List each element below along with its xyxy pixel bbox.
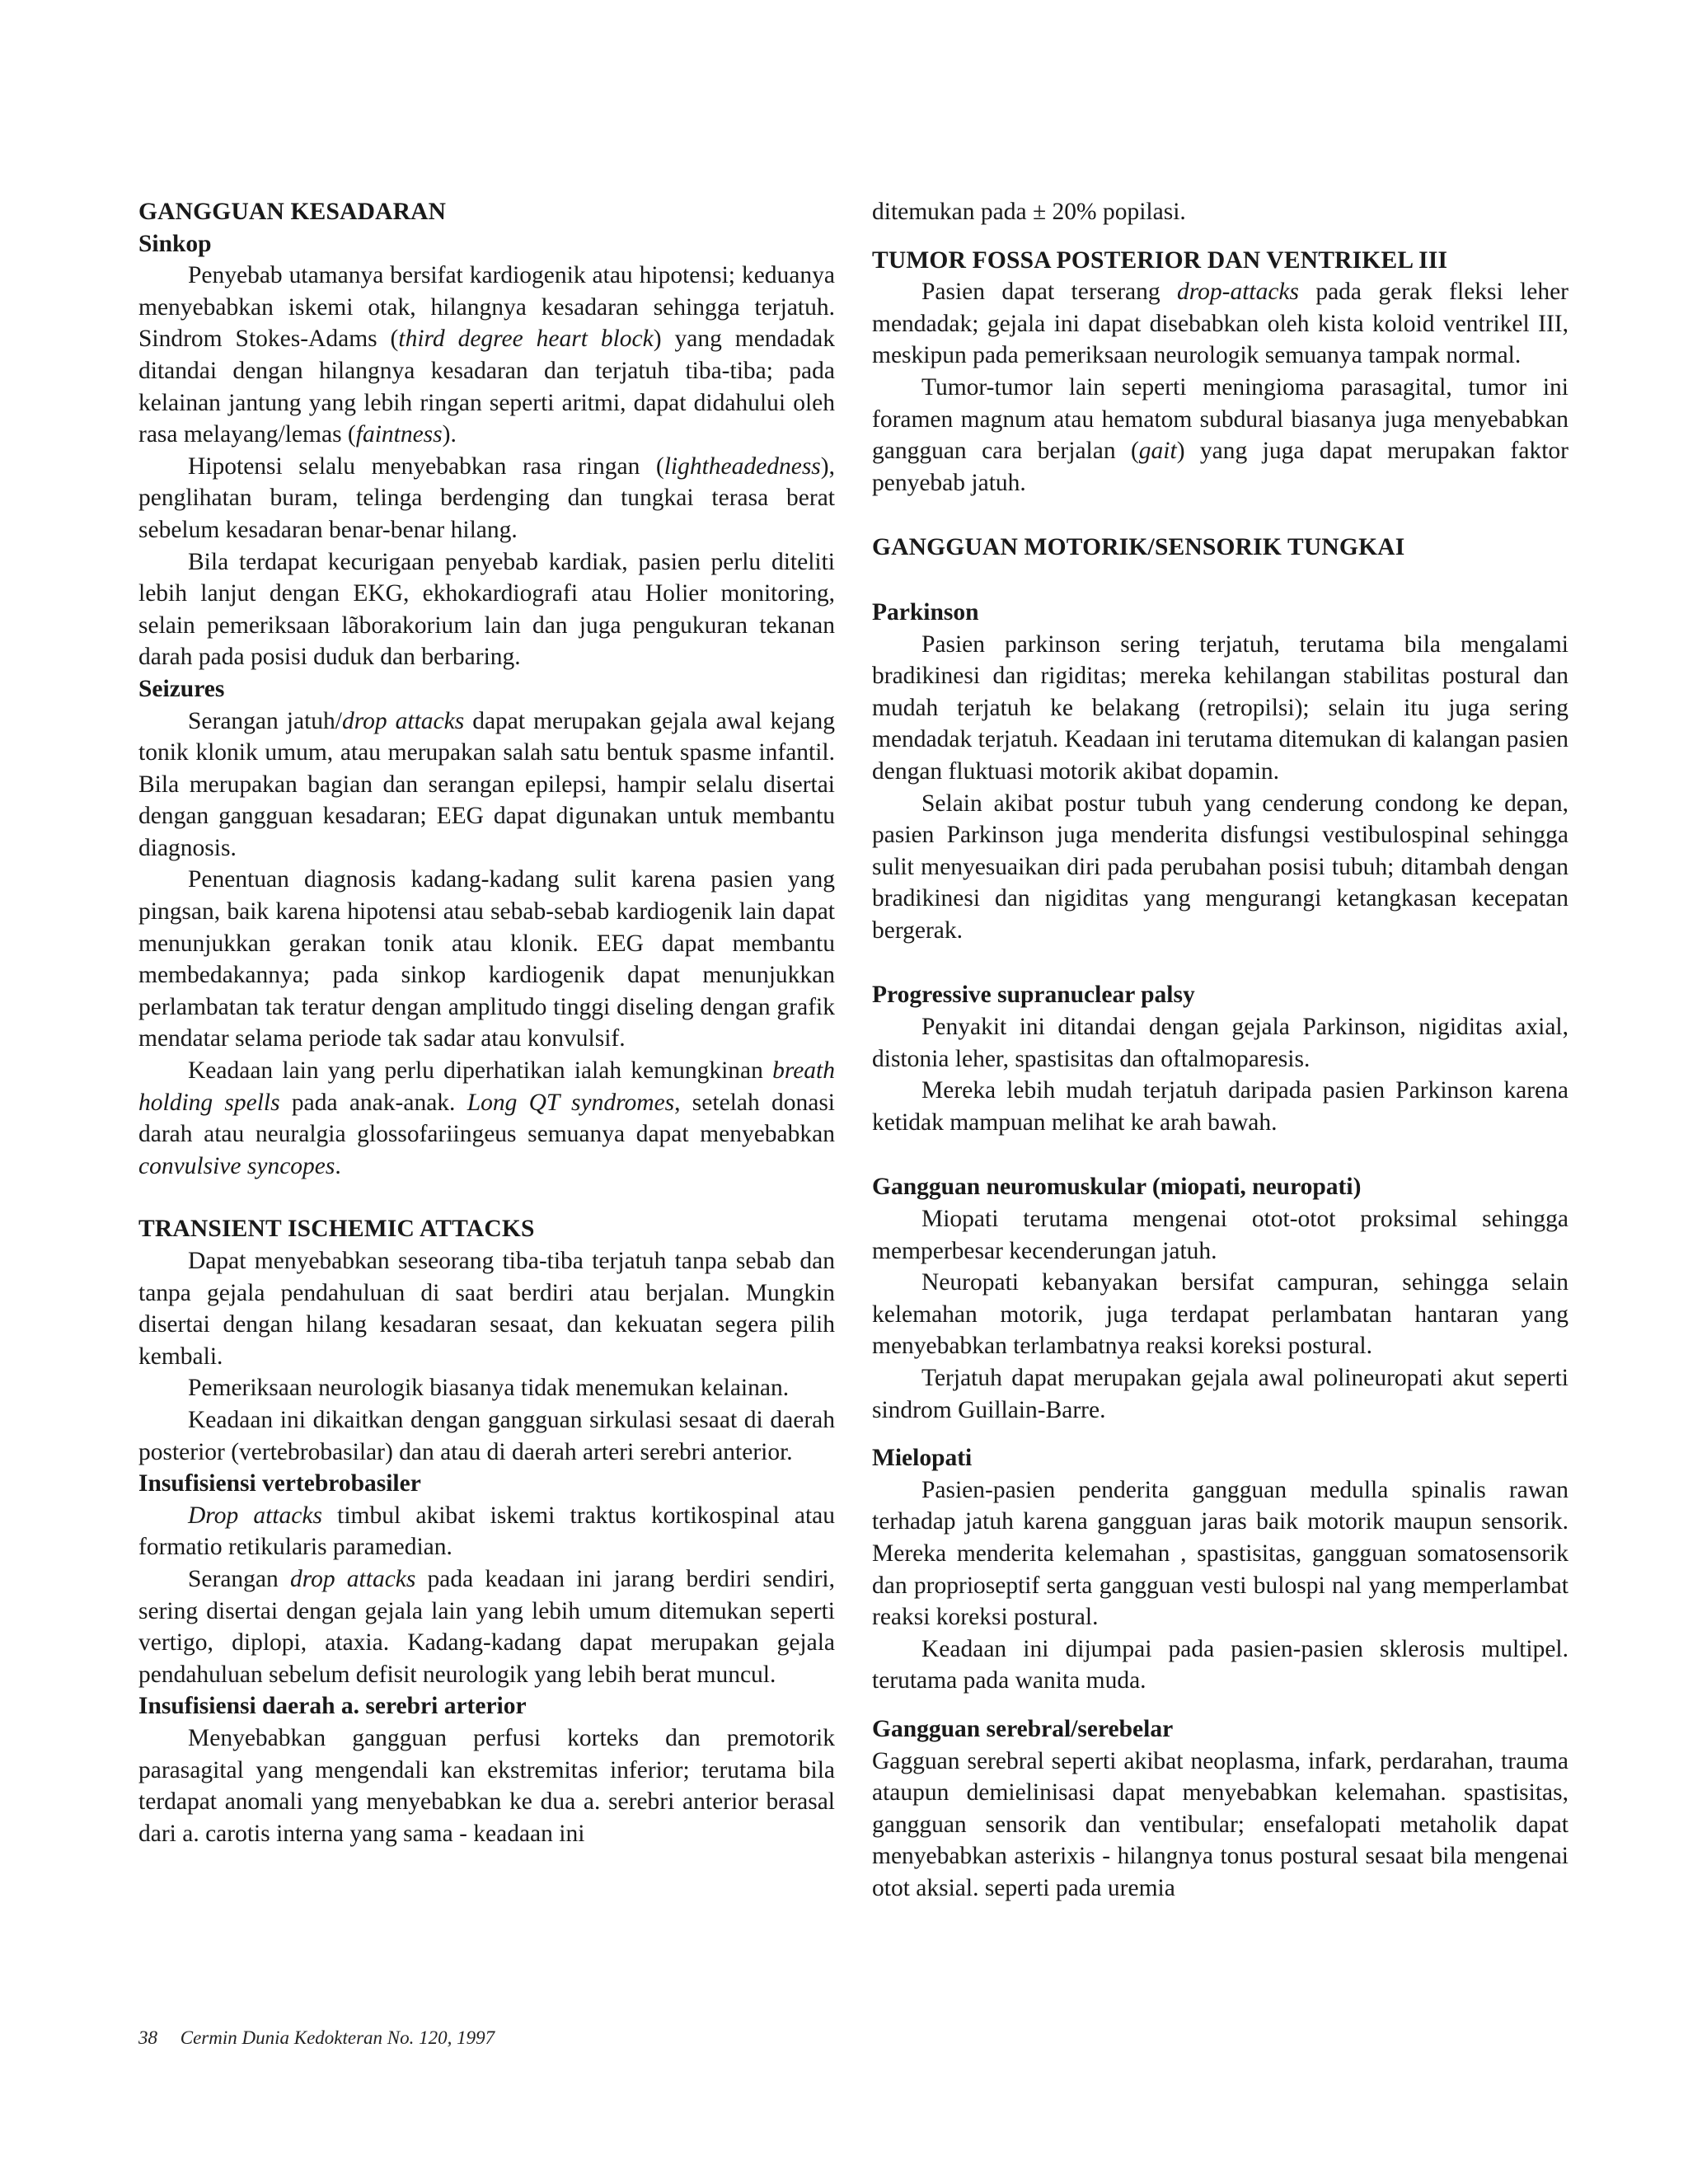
paragraph: Dapat menyebabkan seseorang tiba-tiba terjatuh tanpa sebab dan tanpa gejala pendahuluan di saat berdiri atau berjalan. Mungkin disertai dengan hilang kesadaran sesaat, dan kekuatan segera pilih kembali. [138,1248,835,1370]
paragraph: Miopati terutama mengenai otot-otot proksimal sehingga memperbesar kecenderungan jatuh. [872,1206,1568,1264]
paragraph: ditemukan pada ± 20% popilasi. [872,199,1186,225]
subsection-heading: Insufisiensi vertebrobasiler [138,1470,421,1497]
paragraph: Neuropati kebanyakan bersifat campuran, sehingga selain kelemahan motorik, juga terdapat perlambatan hantaran yang menyebabkan terlambatnya reaksi koreksi postural. [872,1269,1568,1360]
subsection-heading: Sinkop [138,230,212,257]
paragraph: Pasien dapat terserang drop-attacks pada gerak fleksi leher mendadak; gejala ini dapat disebabkan oleh kista koloid ventrikel III, meskipun pada pemeriksaan neurologik semuanya tampak normal. [872,279,1568,369]
paragraph: Drop attacks timbul akibat iskemi traktus kortikospinal atau formatio retikularis paramedian. [138,1502,835,1561]
paragraph: Penyebab utamanya bersifat kardiogenik atau hipotensi; keduanya menyebabkan iskemi otak, hilangnya kesadaran sehingga terjatuh. Sindrom Stokes-Adams (third degree heart block) yang mendadak ditandai dengan hilangnya kesadaran dan terjatuh tiba-tiba; pada kelainan jantung yang lebih ringan seperti aritmi, dapat didahului oleh rasa melayang/lemas (faintness). [138,262,835,448]
subsection-heading: Parkinson [872,598,979,626]
paragraph: Pemeriksaan neurologik biasanya tidak menemukan kelainan. [188,1375,790,1402]
paragraph: Penentuan diagnosis kadang-kadang sulit karena pasien yang pingsan, baik karena hipotensi atau sebab-sebab kardiogenik lain dapat menunjukkan gerakan tonik atau klonik. EEG dapat membantu membedakannya; pada sinkop kardiogenik dapat menunjukkan perlambatan tak teratur dengan amplitudo tinggi diseling dengan grafik mendatar selama periode tak sadar atau konvulsif. [138,866,835,1052]
paragraph: Pasien parkinson sering terjatuh, terutama bila mengalami bradikinesi dan rigiditas; mereka kehilangan stabilitas postural dan mudah terjatuh ke belakang (retropilsi); selain itu juga sering mendadak terjatuh. Keadaan ini terutama ditemukan di kalangan pasien dengan fluktuasi motorik akibat dopamin. [872,630,1568,785]
paragraph: Menyebabkan gangguan perfusi korteks dan premotorik parasagital yang mengendali kan ekstremitas inferior; terutama bila terdapat anomali yang menyebabkan ke dua a. serebri anterior berasal dari a. carotis interna yang sama - keadaan ini [138,1724,835,1847]
paragraph: Keadaan lain yang perlu diperhatikan ialah kemungkinan breath holding spells pada anak-anak. Long QT syndromes, setelah donasi darah atau neuralgia glossofariingeus semuanya dapat menyebabkan convulsive syncopes. [138,1057,835,1179]
section-heading: TRANSIENT ISCHEMIC ATTACKS [138,1216,535,1243]
paragraph: Serangan drop attacks pada keadaan ini jarang berdiri sendiri, sering disertai dengan gejala lain yang lebih umum ditemukan seperti vertigo, diplopi, ataxia. Kadang-kadang dapat merupakan gejala pendahuluan sebelum defisit neurologik yang lebih berat muncul. [138,1565,835,1688]
paragraph: Pasien-pasien penderita gangguan medulla spinalis rawan terhadap jatuh karena gangguan jaras baik motorik maupun sensorik. Mereka menderita kelemahan , spastisitas, gangguan somatosensorik dan proprioseptif serta gangguan vesti bulospi nal yang memperlambat reaksi koreksi postural. [872,1476,1568,1631]
section-heading: GANGGUAN KESADARAN [138,199,447,225]
subsection-heading: Seizures [138,675,225,702]
section-heading: TUMOR FOSSA POSTERIOR DAN VENTRIKEL III [872,246,1448,274]
paragraph: Tumor-tumor lain seperti meningioma parasagital, tumor ini foramen magnum atau hematom subdural biasanya juga menyebabkan gangguan cara berjalan (gait) yang juga dapat merupakan faktor penyebab jatuh. [872,373,1568,496]
subsection-heading: Progressive supranuclear palsy [872,982,1195,1009]
paragraph: Penyakit ini ditandai dengan gejala Parkinson, nigiditas axial, distonia leher, spastisitas dan oftalmoparesis. [872,1014,1568,1072]
subsection-heading: Insufisiensi daerah a. serebri arterior [138,1693,527,1720]
journal-citation: Cermin Dunia Kedokteran No. 120, 1997 [180,2027,495,2048]
subsection-heading: Mielopati [872,1445,973,1472]
section-heading: GANGGUAN MOTORIK/SENSORIK TUNGKAI [872,534,1405,561]
paragraph: Terjatuh dapat merupakan gejala awal polineuropati akut seperti sindrom Guillain-Barre. [872,1365,1568,1423]
paragraph: Keadaan ini dikaitkan dengan gangguan sirkulasi sesaat di daerah posterior (vertebrobasilar) dan atau di daerah arteri serebri anterior. [138,1406,835,1465]
page-number: 38 [138,2027,157,2048]
paragraph: Hipotensi selalu menyebabkan rasa ringan (lightheadedness), penglihatan buram, telinga berdenging dan tungkai terasa berat sebelum kesadaran benar-benar hilang. [138,452,835,543]
paragraph: Bila terdapat kecurigaan penyebab kardiak, pasien perlu diteliti lebih lanjut dengan EKG, ekhokardiografi atau Holier monitoring, selain pemeriksaan lãborakorium lain dan juga pengukuran tekanan darah pada posisi duduk dan berbaring. [138,548,835,671]
paragraph: Gagguan serebral seperti akibat neoplasma, infark, perdarahan, trauma ataupun demielinisasi dapat menyebabkan kelemahan. spastisitas, gangguan sensorik dan ventibular; ensefalopati metaholik dapat menyebabkan asterixis - hilangnya tonus postural sesaat bila mengenai otot aksial. seperti pada uremia [872,1747,1568,1901]
paragraph: Selain akibat postur tubuh yang cenderung condong ke depan, pasien Parkinson juga menderita disfungsi vestibulospinal sehingga sulit menyesuaikan diri pada perubahan posisi tubuh; ditambah dengan bradikinesi dan nigiditas yang mengurangi ketangkasan kecepatan bergerak. [872,790,1568,944]
page-footer [138,2027,495,2049]
subsection-heading: Gangguan neuromuskular (miopati, neuropati) [872,1174,1362,1201]
subsection-heading: Gangguan serebral/serebelar [872,1715,1174,1742]
paragraph: Keadaan ini dijumpai pada pasien-pasien sklerosis multipel. terutama pada wanita muda. [872,1635,1568,1694]
paragraph: Mereka lebih mudah terjatuh daripada pasien Parkinson karena ketidak mampuan melihat ke arah bawah. [872,1077,1568,1136]
right-column [872,196,1568,1905]
paragraph: Serangan jatuh/drop attacks dapat merupakan gejala awal kejang tonik klonik umum, atau merupakan salah satu bentuk spasme infantil. Bila merupakan bagian dan serangan epilepsi, hampir selalu disertai dengan gangguan kesadaran; EEG dapat digunakan untuk membantu diagnosis. [138,707,835,861]
left-column [138,196,835,1849]
